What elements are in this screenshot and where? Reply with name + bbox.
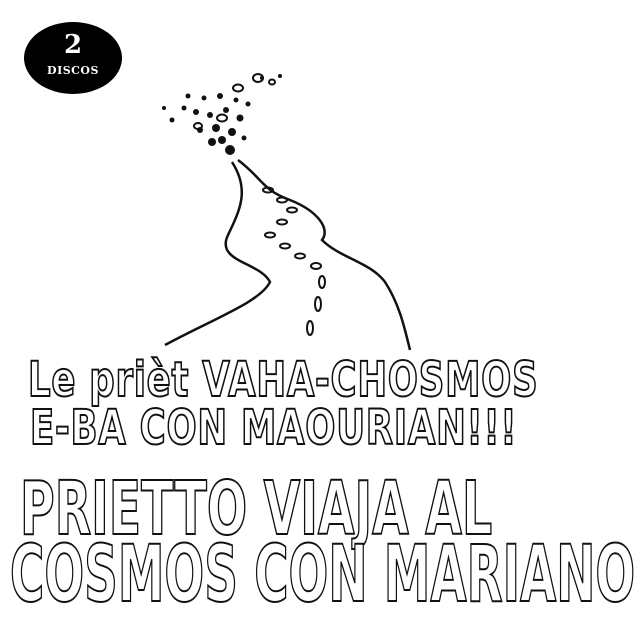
title-line-2: E-BA CON MAOURIAN!!! bbox=[30, 400, 518, 456]
discs-count: 2 bbox=[63, 30, 83, 60]
title-line-1: Le prièt VAHA-CHOSMOS bbox=[28, 352, 539, 408]
road-left-edge bbox=[165, 162, 270, 345]
title-line-4: COSMOS CON MARIANO bbox=[10, 530, 636, 620]
title-line-3: PRIETTO VIAJA AL bbox=[20, 466, 493, 552]
road-center-dashes bbox=[263, 188, 325, 336]
discs-label: DISCOS bbox=[47, 64, 99, 77]
